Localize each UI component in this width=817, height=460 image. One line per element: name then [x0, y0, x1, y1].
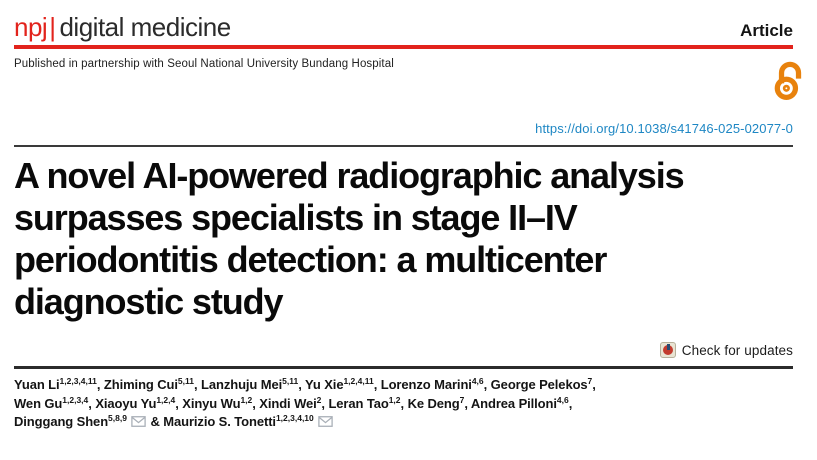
author-affiliation-sup: 2 [316, 394, 322, 405]
author-name: Leran Tao [328, 395, 389, 411]
partnership-note: Published in partnership with Seoul National University Bundang Hospital [14, 58, 394, 70]
author-line: Dinggang Shen$^{5,8,9}$ & Maurizio S. Tonetti$^{1,2,3,4,10}$ [14, 413, 793, 432]
author-name: Dinggang Shen [14, 414, 109, 429]
journal-logo [14, 12, 231, 42]
author-affiliation-sup: 1,2,4,11 [343, 376, 374, 386]
author-affiliation-sup: 5,8,9 [108, 413, 127, 423]
doi-row [14, 120, 793, 138]
author-affiliation-sup: 7 [587, 376, 593, 386]
article-title-line: diagnostic study [14, 281, 283, 322]
crossmark-bookmark [667, 344, 670, 350]
author-line: Wen Gu$^{1,2,3,4}$, Xiaoyu Yu$^{1,2,4}$, Xinyu Wu$^{1,2}$, Xindi Wei$^2$, Leran Tao$^{1,2}$, Ke Deng$^7$, Andrea Pilloni$^{4,6}$, [14, 394, 573, 411]
author-name: Lanzhuju Mei [201, 377, 283, 392]
author-affiliation-sup: 1,2 [240, 394, 253, 405]
author-affiliation-sup: 4,6 [471, 376, 484, 386]
envelope-icon[interactable] [131, 416, 146, 427]
author-affiliation-sup: 1,2,3,4,10 [275, 413, 314, 423]
author-name: Xinyu Wu [182, 395, 241, 411]
author-affiliation-sup: 1,2 [388, 394, 401, 405]
doi-link[interactable]: https://doi.org/10.1038/s41746-025-02077-0 [535, 121, 793, 136]
author-name: Lorenzo Marini [380, 377, 472, 392]
article-title-line: periodontitis detection: a multicenter [14, 239, 607, 280]
author-affiliation-sup: 1,2,3,4,11 [59, 376, 97, 386]
author-affiliation-sup: 1,2,4 [156, 394, 176, 405]
author-name: Wen Gu [14, 395, 63, 411]
author-affiliation-sup: 7 [459, 394, 465, 405]
article-title [14, 155, 793, 323]
author-name: Zhiming Cui [103, 377, 178, 392]
author-affiliation-sup: 4,6 [556, 394, 569, 405]
article-type-label: Article [740, 21, 793, 40]
author-name: Ke Deng [407, 395, 460, 411]
author-name: Yu Xie [305, 377, 344, 392]
check-for-updates-badge[interactable] [14, 340, 793, 360]
author-section-rule [14, 366, 793, 369]
doi-rule [14, 145, 793, 147]
envelope-icon[interactable] [318, 416, 333, 427]
author-list [14, 376, 793, 432]
journal-logo-name: digital medicine [59, 12, 231, 42]
open-access-icon [771, 61, 805, 101]
check-for-updates-label: Check for updates [681, 342, 793, 358]
journal-masthead [14, 12, 793, 42]
crossmark-icon [660, 342, 676, 358]
journal-logo-separator: | [49, 12, 56, 42]
author-affiliation-sup: 1,2,3,4 [62, 394, 89, 405]
author-name: Xiaoyu Yu [95, 395, 157, 411]
author-name: Yuan Li [14, 377, 60, 392]
journal-logo-prefix: npj [14, 12, 48, 42]
author-affiliation-sup: 5,11 [177, 376, 194, 386]
author-name: George Pelekos [490, 377, 588, 392]
author-line: Yuan Li$^{1,2,3,4,11}$, Zhiming Cui$^{5,11}$, Lanzhuju Mei$^{5,11}$, Yu Xie$^{1,2,4,11}$, Lorenzo Marini$^{4,6}$, George Pelekos$^7$, [14, 376, 596, 392]
article-title-line: A novel AI-powered radiographic analysis [14, 155, 684, 196]
partnership-row [14, 58, 793, 92]
author-affiliation-sup: 5,11 [282, 376, 299, 386]
author-name: Xindi Wei [259, 395, 317, 411]
author-name: Andrea Pilloni [470, 395, 557, 411]
article-title-line: surpasses specialists in stage II–IV [14, 197, 577, 238]
brand-rule [14, 45, 793, 49]
author-name: Maurizio S. Tonetti [163, 414, 276, 429]
